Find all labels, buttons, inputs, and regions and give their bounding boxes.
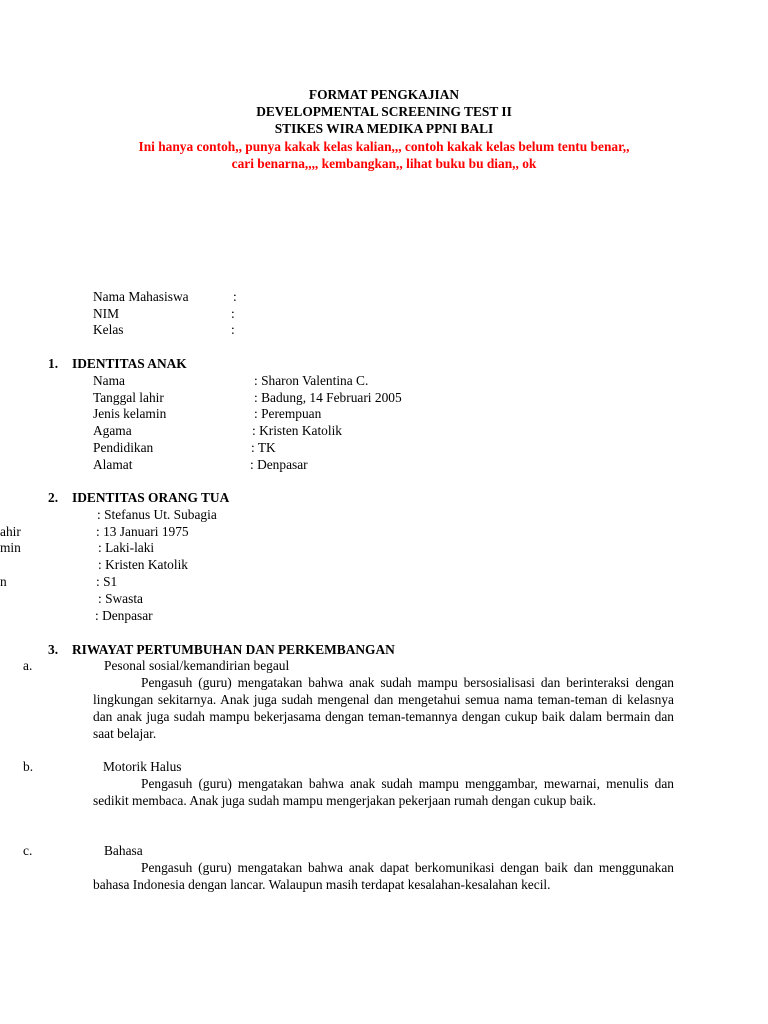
student-class-label: Kelas bbox=[93, 322, 124, 337]
note-line-2: cari benarna,,,, kembangkan,, lihat buku bu dian,, ok bbox=[231, 156, 537, 171]
item-a-letter: a. bbox=[23, 658, 33, 673]
student-name-colon: : bbox=[233, 289, 237, 304]
item-c-letter: c. bbox=[23, 843, 33, 858]
student-nim-label: NIM bbox=[93, 306, 120, 321]
child-address-value: : Denpasar bbox=[250, 457, 308, 472]
child-education-label: Pendidikan bbox=[93, 440, 154, 455]
note-line-1: Ini hanya contoh,, punya kakak kelas kalian,,, contoh kakak kelas belum tentu benar,, bbox=[138, 139, 630, 154]
child-gender-value: : Perempuan bbox=[254, 406, 322, 421]
item-c-title: Bahasa bbox=[104, 843, 143, 858]
child-name-value: : Sharon Valentina C. bbox=[254, 373, 369, 388]
doc-subtitle: DEVELOPMENTAL SCREENING TEST II bbox=[256, 104, 512, 119]
parent-education-label: n bbox=[0, 574, 7, 589]
item-b-text: Pengasuh (guru) mengatakan bahwa anak sudah mampu menggambar, mewarnai, menulis dan sedikit membaca. Anak juga sudah mampu mengerjakan pekerjaan rumah dengan cukup baik. bbox=[93, 776, 674, 808]
parent-gender-label: min bbox=[0, 540, 21, 555]
parent-address-value: : Denpasar bbox=[95, 608, 153, 623]
child-education-value: : TK bbox=[251, 440, 276, 455]
item-a-title: Pesonal sosial/kemandirian begaul bbox=[104, 658, 290, 673]
child-birth-value: : Badung, 14 Februari 2005 bbox=[254, 390, 402, 405]
item-a-text: Pengasuh (guru) mengatakan bahwa anak sudah mampu bersosialisasi dan berinteraksi dengan lingkungan sekitarnya. Anak juga sudah mengenal dan mengetahui semua nama teman-teman di kelasnya dan anak juga sudah mampu bekerjasama dengan teman-temannya dengan cukup baik dalam bermain dan saat belajar. bbox=[93, 675, 674, 741]
student-class-colon: : bbox=[231, 322, 235, 337]
parent-name-value: : Stefanus Ut. Subagia bbox=[97, 507, 217, 522]
child-birth-label: Tanggal lahir bbox=[93, 390, 164, 405]
parent-birth-label: ahir bbox=[0, 524, 21, 539]
institution-name: STIKES WIRA MEDIKA PPNI BALI bbox=[274, 121, 494, 136]
section-2-number: 2. bbox=[48, 490, 59, 505]
child-religion-label: Agama bbox=[93, 423, 132, 438]
item-b-title: Motorik Halus bbox=[103, 759, 182, 774]
parent-education-value: : S1 bbox=[96, 574, 118, 589]
parent-religion-value: : Kristen Katolik bbox=[98, 557, 189, 572]
child-name-label: Nama bbox=[93, 373, 125, 388]
section-1-number: 1. bbox=[48, 356, 59, 371]
item-b-letter: b. bbox=[23, 759, 34, 774]
child-address-label: Alamat bbox=[93, 457, 133, 472]
student-nim-colon: : bbox=[231, 306, 235, 321]
section-1-title: IDENTITAS ANAK bbox=[72, 356, 187, 371]
item-b-paragraph bbox=[93, 776, 674, 810]
child-gender-label: Jenis kelamin bbox=[93, 406, 167, 421]
parent-birth-value: : 13 Januari 1975 bbox=[96, 524, 189, 539]
child-religion-value: : Kristen Katolik bbox=[252, 423, 343, 438]
section-2-title: IDENTITAS ORANG TUA bbox=[72, 490, 230, 505]
section-3-number: 3. bbox=[48, 642, 59, 657]
item-c-paragraph bbox=[93, 860, 674, 894]
item-a-paragraph bbox=[93, 675, 674, 743]
section-3-title: RIWAYAT PERTUMBUHAN DAN PERKEMBANGAN bbox=[72, 642, 395, 657]
parent-gender-value: : Laki-laki bbox=[98, 540, 155, 555]
item-c-text: Pengasuh (guru) mengatakan bahwa anak dapat berkomunikasi dengan baik dan menggunakan bahasa Indonesia dengan lancar. Walaupun masih terdapat kesalahan-kesalahan kecil. bbox=[93, 860, 674, 892]
student-name-label: Nama Mahasiswa bbox=[93, 289, 189, 304]
doc-title: FORMAT PENGKAJIAN bbox=[308, 87, 460, 102]
parent-job-value: : Swasta bbox=[98, 591, 144, 606]
